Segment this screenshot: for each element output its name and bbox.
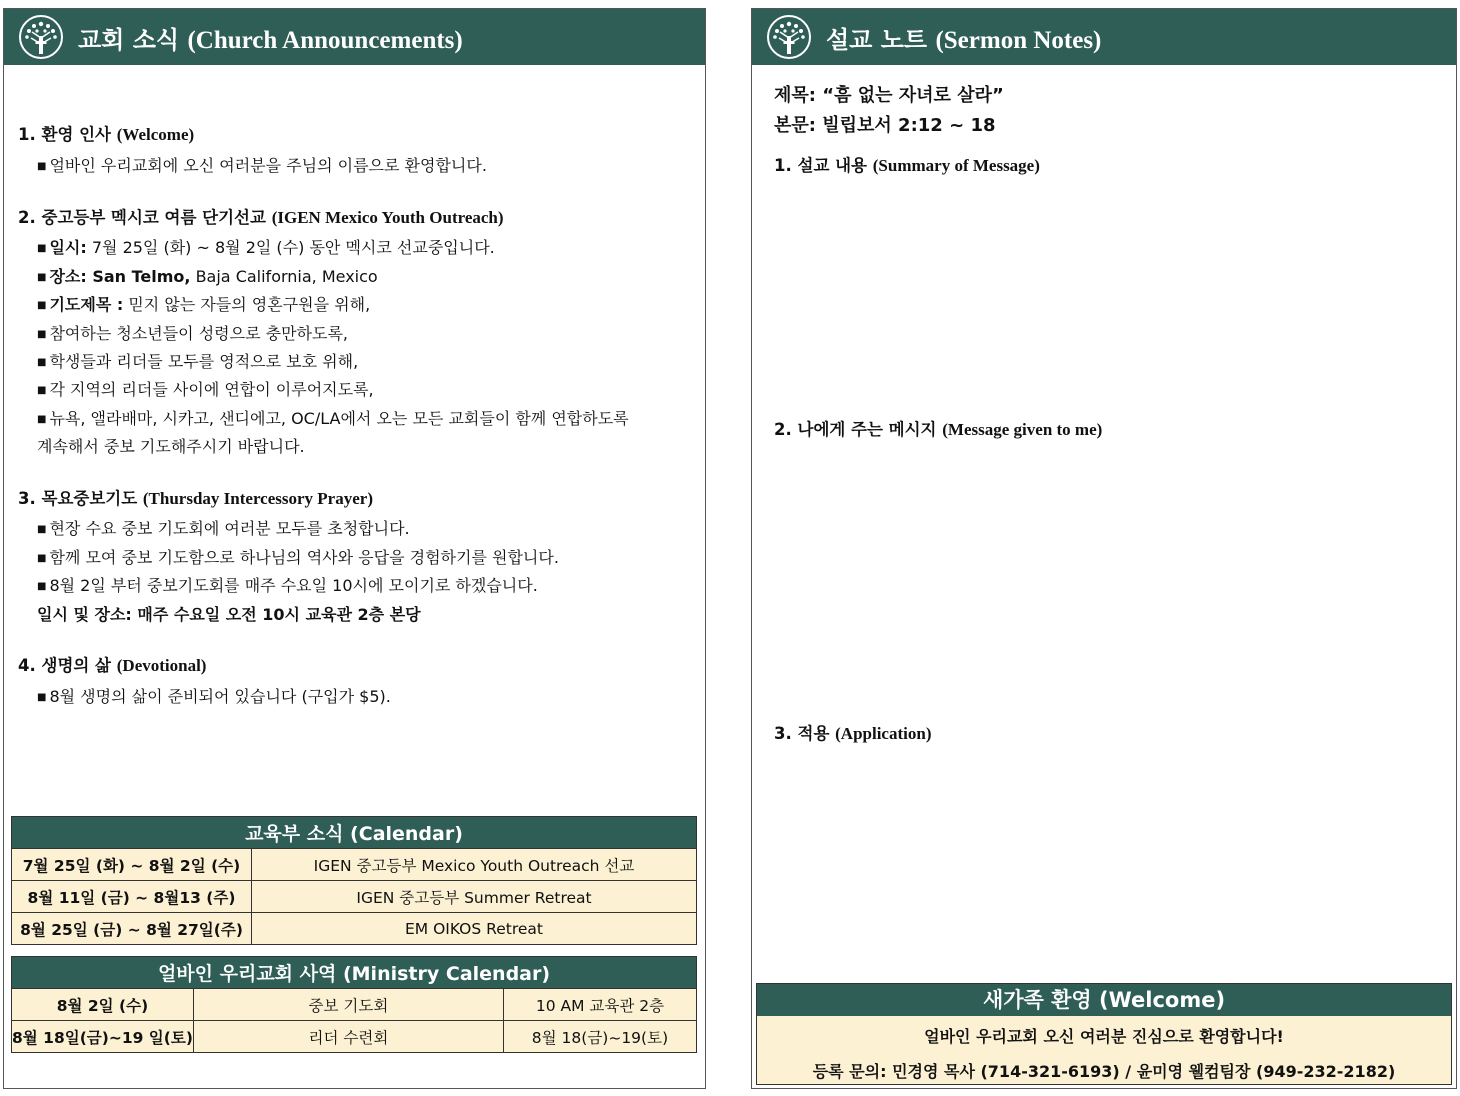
sermon-title-line: 제목: “흠 없는 자녀로 살라”	[774, 85, 1004, 106]
bullet-square-icon: ■	[37, 243, 47, 254]
section-outreach-title: 2. 중고등부 멕시코 여름 단기선교 (IGEN Mexico Youth Outreach)	[18, 208, 504, 227]
new-family-welcome-box	[756, 983, 1452, 1085]
calendar-date: 8월 11일 (금) ~ 8월13 (주)	[12, 881, 252, 913]
calendar-event: IGEN 중고등부 Summer Retreat	[252, 881, 697, 913]
outreach-prayer: ■ 기도제목 : 믿지 않는 자들의 영혼구원을 위해,	[37, 295, 371, 314]
church-tree-logo-icon	[766, 14, 812, 60]
bullet-square-icon: ■	[37, 553, 47, 564]
church-tree-logo-icon	[18, 14, 64, 60]
calendar-event: EM OIKOS Retreat	[252, 913, 697, 945]
section-application-title: 3. 적용 (Application)	[774, 724, 932, 743]
announcements-panel	[3, 8, 706, 1089]
table-row	[12, 989, 697, 1021]
outreach-closing: 계속해서 중보 기도해주시기 바랍니다.	[37, 437, 305, 456]
section-devotional-title: 4. 생명의 삶 (Devotional)	[18, 656, 207, 675]
ministry-where: 8월 18(금)~19(토)	[503, 1021, 696, 1053]
list-item: ■ 함께 모여 중보 기도함으로 하나님의 역사와 응답을 경험하기를 원합니다.	[37, 548, 559, 567]
bullet-square-icon: ■	[37, 414, 47, 425]
outreach-date: ■ 일시: 7월 25일 (화) ~ 8월 2일 (수) 동안 멕시코 선교중입니다.	[37, 238, 495, 257]
section-welcome-title: 1. 환영 인사 (Welcome)	[18, 125, 195, 144]
bullet-square-icon: ■	[37, 329, 47, 340]
sermon-text-line: 본문: 빌립보서 2:12 ~ 18	[774, 115, 996, 136]
ministry-date: 8월 18일(금)~19 일(토)	[12, 1021, 194, 1053]
ministry-event: 리더 수련회	[193, 1021, 503, 1053]
bullet-square-icon: ■	[37, 581, 47, 592]
ministry-event: 중보 기도회	[193, 989, 503, 1021]
bullet-square-icon: ■	[37, 272, 47, 283]
ministry-where: 10 AM 교육관 2층	[503, 989, 696, 1021]
list-item: ■ 현장 수요 중보 기도회에 여러분 모두를 초청합니다.	[37, 519, 410, 538]
calendar-date: 7월 25일 (화) ~ 8월 2일 (수)	[12, 849, 252, 881]
prayer-place: 일시 및 장소: 매주 수요일 오전 10시 교육관 2층 본당	[37, 605, 421, 624]
outreach-place: ■ 장소: San Telmo, Baja California, Mexico	[37, 267, 378, 286]
section-prayer-title: 3. 목요중보기도 (Thursday Intercessory Prayer)	[18, 489, 373, 508]
welcome-box-line: 얼바인 우리교회 오신 여러분 진심으로 환영합니다!	[924, 1027, 1284, 1046]
ministry-table	[11, 956, 697, 1053]
sermon-notes-panel	[751, 8, 1457, 1089]
table-row	[12, 1021, 697, 1053]
table-row	[12, 913, 697, 945]
bullet-square-icon: ■	[37, 524, 47, 535]
welcome-box-contact: 등록 문의: 민경영 목사 (714-321-6193) / 윤미영 웰컴팀장 (949-232-2182)	[812, 1062, 1396, 1081]
sermon-title: 설교 노트 (Sermon Notes)	[826, 25, 1102, 54]
welcome-line: ■ 얼바인 우리교회에 오신 여러분을 주님의 이름으로 환영합니다.	[37, 156, 487, 175]
sermon-header	[752, 9, 1456, 65]
announcements-title: 교회 소식 (Church Announcements)	[78, 25, 463, 54]
calendar-title: 교육부 소식 (Calendar)	[12, 817, 697, 849]
bullet-square-icon: ■	[37, 300, 47, 311]
table-row	[12, 881, 697, 913]
section-message-title: 2. 나에게 주는 메시지 (Message given to me)	[774, 420, 1103, 439]
list-item: ■ 각 지역의 리더들 사이에 연합이 이루어지도록,	[37, 380, 374, 399]
announcements-header	[4, 9, 705, 65]
list-item: ■ 8월 생명의 삶이 준비되어 있습니다 (구입가 $5).	[37, 687, 391, 706]
table-row	[12, 849, 697, 881]
calendar-date: 8월 25일 (금) ~ 8월 27일(주)	[12, 913, 252, 945]
list-item: ■ 참여하는 청소년들이 성령으로 충만하도록,	[37, 324, 349, 343]
calendar-table	[11, 816, 697, 945]
bullet-square-icon: ■	[37, 385, 47, 396]
ministry-date: 8월 2일 (수)	[12, 989, 194, 1021]
calendar-event: IGEN 중고등부 Mexico Youth Outreach 선교	[252, 849, 697, 881]
list-item: ■ 8월 2일 부터 중보기도회를 매주 수요일 10시에 모이기로 하겠습니다.	[37, 576, 538, 595]
bullet-square-icon: ■	[37, 161, 47, 172]
welcome-box-title: 새가족 환영 (Welcome)	[757, 984, 1451, 1016]
ministry-title: 얼바인 우리교회 사역 (Ministry Calendar)	[12, 957, 697, 989]
list-item: ■ 뉴욕, 앨라배마, 시카고, 샌디에고, OC/LA에서 오는 모든 교회들이 함께 연합하도록	[37, 409, 629, 428]
list-item: ■ 학생들과 리더들 모두를 영적으로 보호 위해,	[37, 352, 359, 371]
bullet-square-icon: ■	[37, 692, 47, 703]
section-summary-title: 1. 설교 내용 (Summary of Message)	[774, 156, 1040, 175]
bullet-square-icon: ■	[37, 357, 47, 368]
